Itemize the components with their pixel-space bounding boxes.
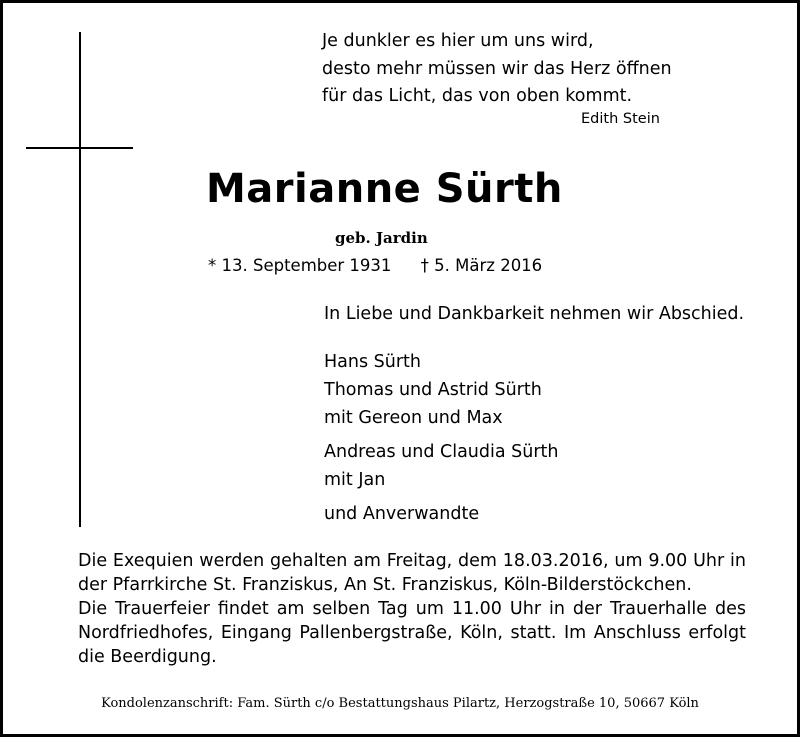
mourner: Hans Sürth xyxy=(324,352,422,372)
service-paragraph: Die Exequien werden gehalten am Freitag, dem 18.03.2016, um 9.00 Uhr in der Pfarrkirche St. Franziskus, An St. Franziskus, Köln-Bilderstöckchen. xyxy=(78,551,746,595)
death-date: † 5. März 2016 xyxy=(420,256,543,275)
mourner: Thomas und Astrid Sürth xyxy=(324,380,542,400)
mourner: mit Gereon und Max xyxy=(324,408,503,428)
service-details xyxy=(78,549,746,669)
deceased-name: Marianne Sürth xyxy=(206,166,563,212)
quote-line: desto mehr müssen wir das Herz öffnen xyxy=(322,58,672,79)
quote xyxy=(322,28,672,111)
mourner: mit Jan xyxy=(324,470,386,490)
condolence-address: Kondolenzanschrift: Fam. Sürth c/o Bestattungshaus Pilartz, Herzogstraße 10, 50667 Köln xyxy=(101,696,699,711)
farewell-text: In Liebe und Dankbarkeit nehmen wir Abschied. xyxy=(324,304,745,324)
quote-line: für das Licht, das von oben kommt. xyxy=(322,86,633,106)
mourner: und Anverwandte xyxy=(324,504,480,524)
mourner: Andreas und Claudia Sürth xyxy=(324,442,559,462)
cross-icon xyxy=(79,32,81,527)
birth-name: geb. Jardin xyxy=(335,229,428,247)
quote-line: Je dunkler es hier um uns wird, xyxy=(322,31,594,51)
mourners-list xyxy=(324,348,559,528)
service-paragraph: Die Trauerfeier findet am selben Tag um 11.00 Uhr in der Trauerhalle des Nordfriedhofes, Eingang Pallenbergstraße, Köln, statt. Im Anschluss erfolgt die Beerdigung. xyxy=(78,599,746,667)
quote-author: Edith Stein xyxy=(581,111,660,127)
life-dates xyxy=(208,256,542,275)
cross-icon-bar xyxy=(26,147,133,149)
birth-date: * 13. September 1931 xyxy=(208,256,392,275)
